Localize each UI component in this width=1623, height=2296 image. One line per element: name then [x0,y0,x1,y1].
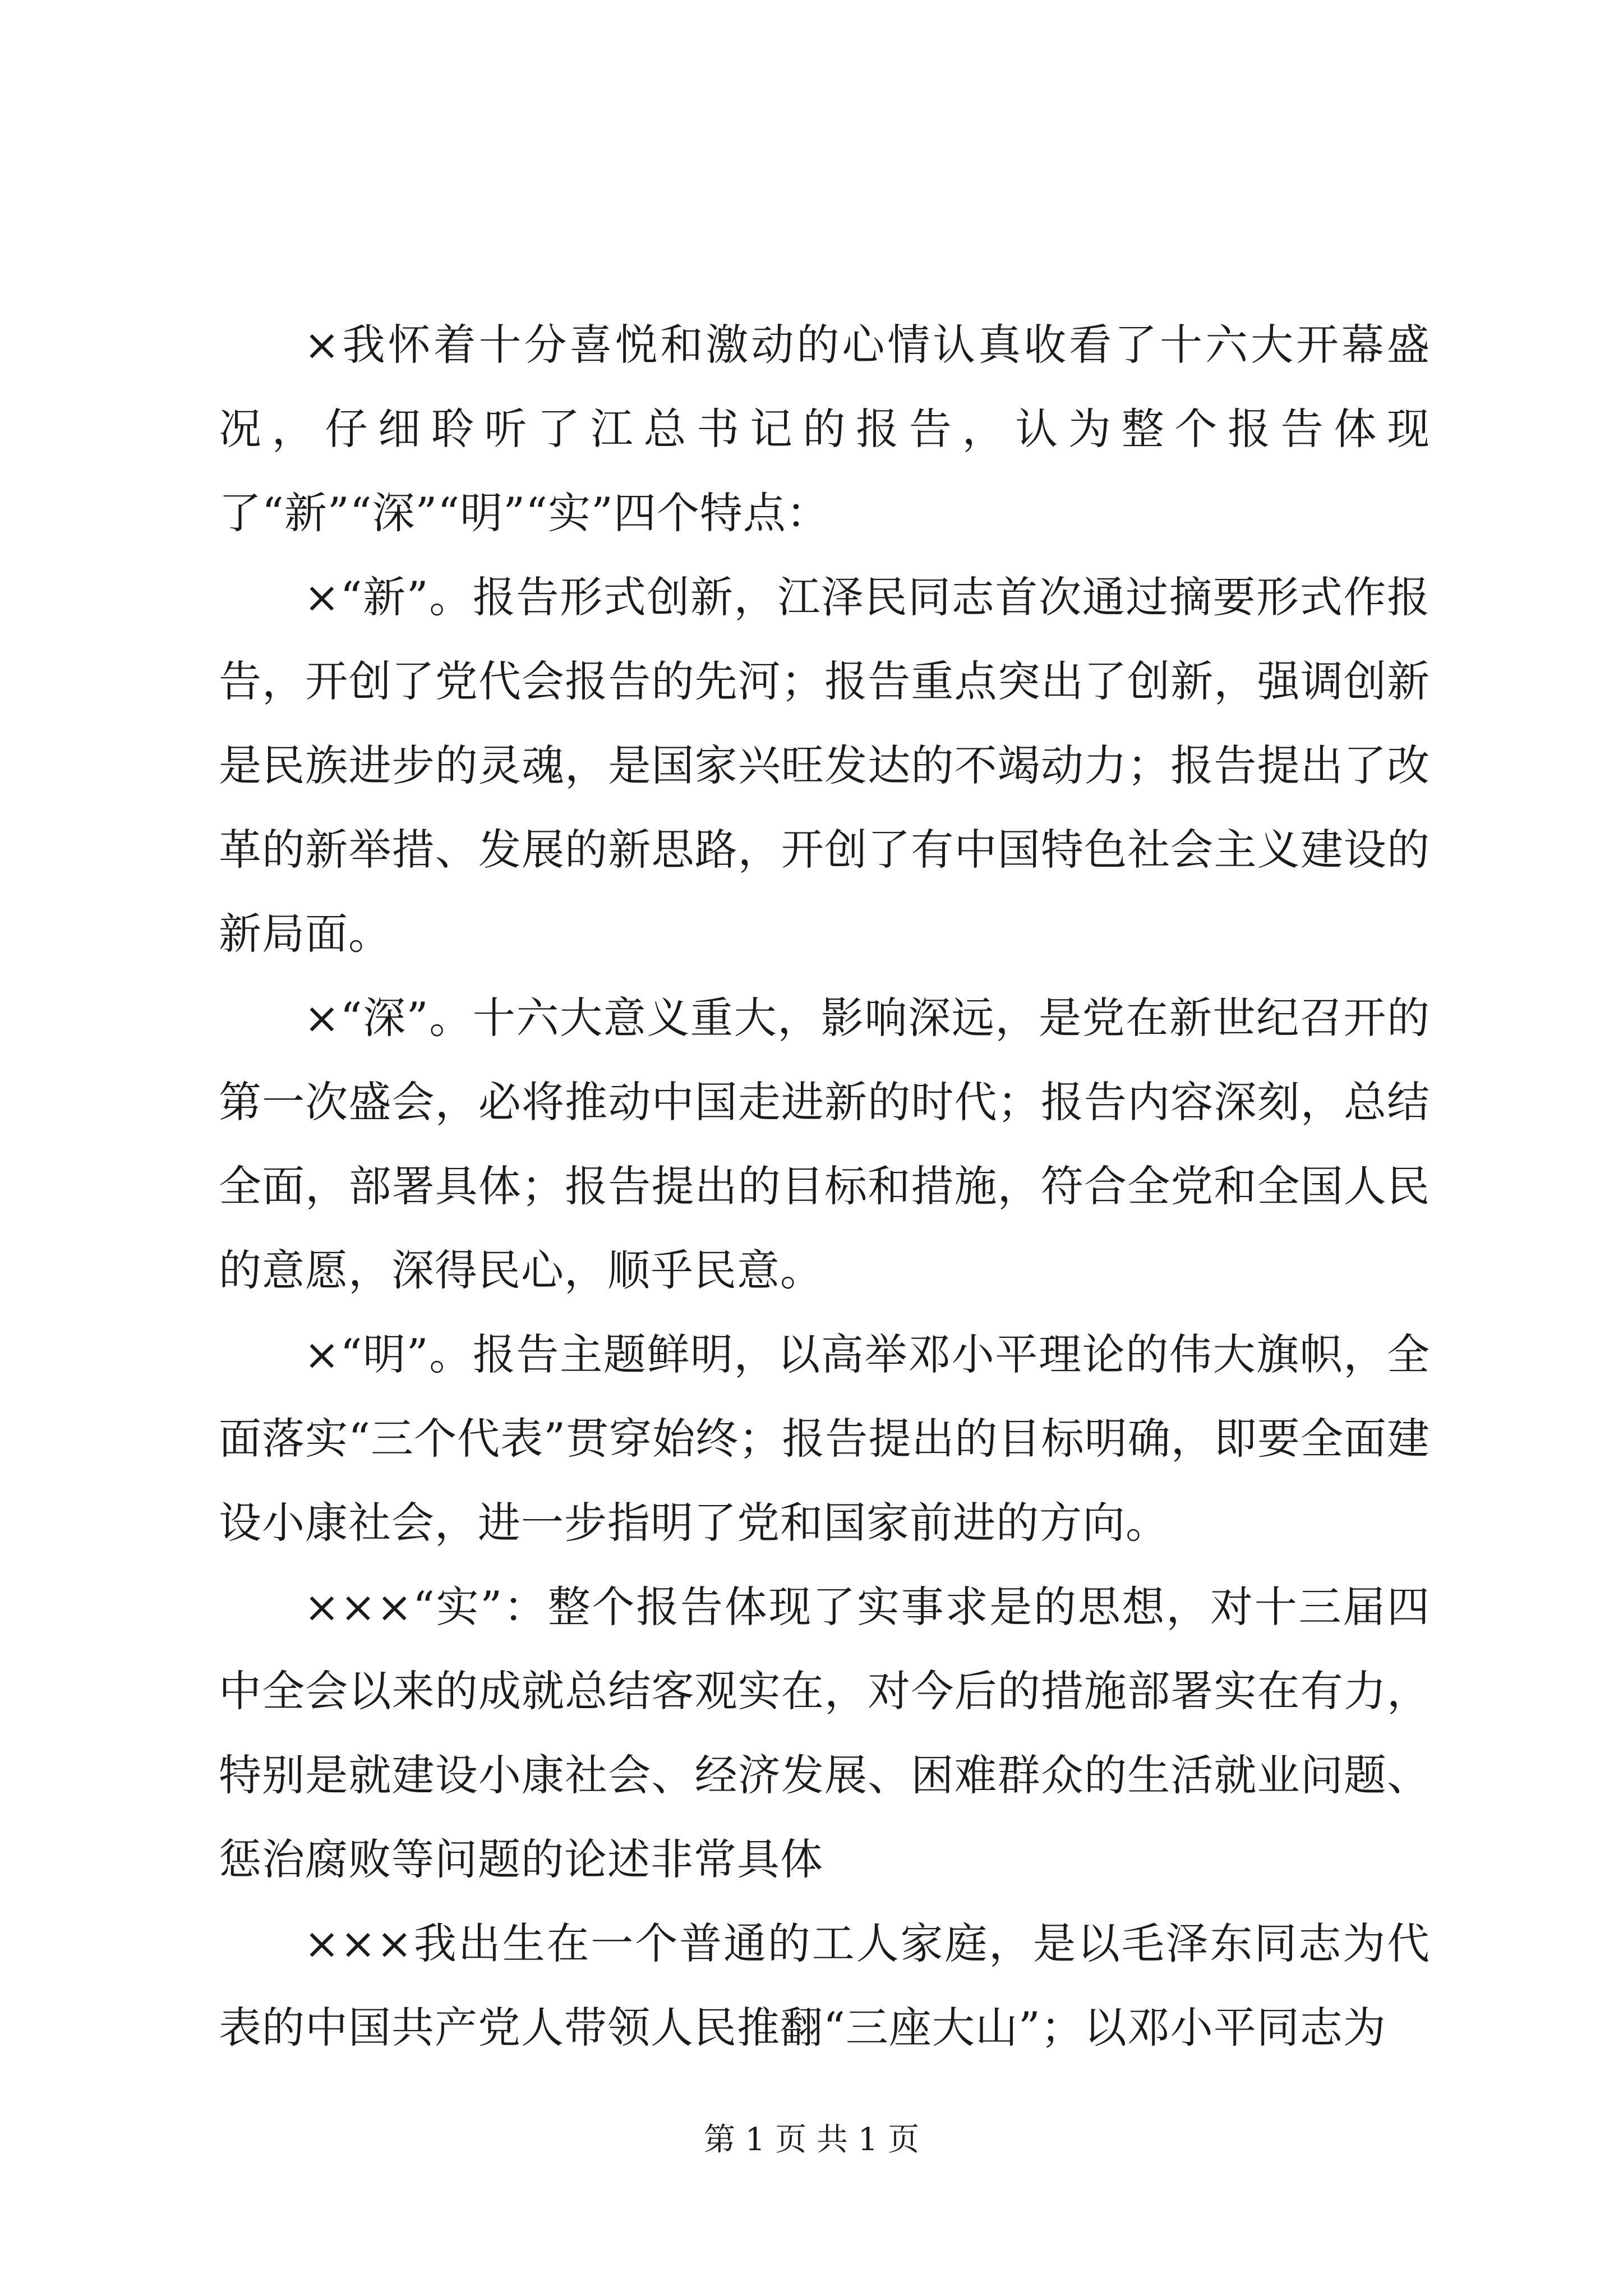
paragraph-clear: ×“明”。报告主题鲜明，以高举邓小平理论的伟大旗帜，全面落实“三个代表”贯穿始终；报告提出的目标明确，即要全面建设小康社会，进一步指明了党和国家前进的方向。 [219,1329,1430,1548]
paragraph-new: ×“新”。报告形式创新，江泽民同志首次通过摘要形式作报告，开创了党代会报告的先河；报告重点突出了创新，强调创新是民族进步的灵魂，是国家兴旺发达的不竭动力；报告提出了改革的新举措、发展的新思路，开创了有中国特色社会主义建设的新局面。 [219,572,1430,959]
paragraph-practical: ×××“实”：整个报告体现了实事求是的思想，对十三届四中全会以来的成就总结客观实在，对今后的措施部署实在有力，特别是就建设小康社会、经济发展、困难群众的生活就业问题、惩治腐败等问题的论述非常具体 [219,1582,1430,1884]
document-body [219,303,1430,2070]
paragraph-personal: ×××我出生在一个普通的工人家庭，是以毛泽东同志为代表的中国共产党人带领人民推翻“三座大山”；以邓小平同志为 [219,1918,1430,2053]
page-number-footer: 第 1 页 共 1 页 [703,2122,920,2158]
paragraph-intro: ×我怀着十分喜悦和激动的心情认真收看了十六大开幕盛况，仔细聆听了江总书记的报告，认为整个报告体现了“新”“深”“明”“实”四个特点： [219,320,1430,538]
paragraph-deep: ×“深”。十六大意义重大，影响深远，是党在新世纪召开的第一次盛会，必将推动中国走进新的时代；报告内容深刻，总结全面，部署具体；报告提出的目标和措施，符合全党和全国人民的意愿，深得民心，顺乎民意。 [219,993,1430,1295]
